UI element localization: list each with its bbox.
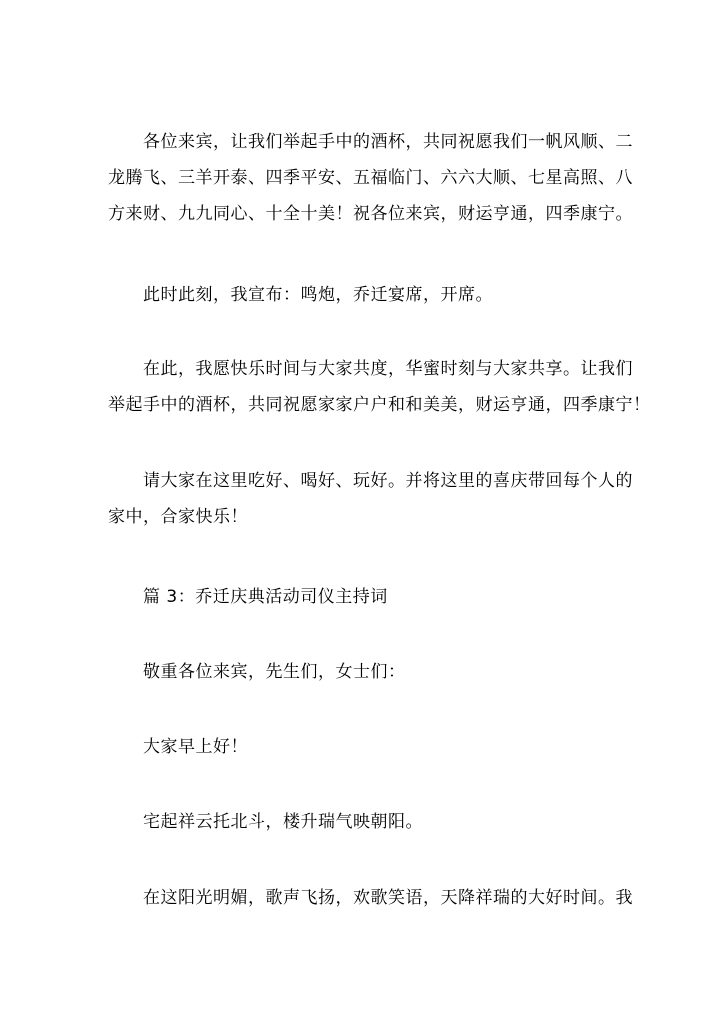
paragraph-line: 此时此刻，我宣布：鸣炮，乔迁宴席，开席。: [143, 285, 493, 305]
paragraph-line: 在这阳光明媚，歌声飞扬，欢歌笑语，天降祥瑞的大好时间。我: [143, 888, 633, 908]
paragraph-line: 敬重各位来宾，先生们，女士们：: [143, 662, 406, 682]
paragraph-line: 举起手中的酒杯，共同祝愿家家户户和和美美，财运亨通，四季康宁！: [108, 395, 651, 415]
paragraph-good-morning: [108, 729, 628, 765]
paragraph-line: 大家早上好！: [143, 737, 248, 757]
section-heading: [108, 579, 628, 615]
paragraph-line: 龙腾飞、三羊开泰、四季平安、五福临门、六六大顺、七星高照、八: [108, 168, 633, 188]
paragraph-enjoy: [108, 463, 633, 535]
paragraph-line: 在此，我愿快乐时间与大家共度，华蜜时刻与大家共享。让我们: [143, 359, 633, 379]
paragraph-line: 各位来宾，让我们举起手中的酒杯，共同祝愿我们一帆风顺、二: [143, 132, 633, 152]
paragraph-couplet: [108, 804, 628, 840]
paragraph-line: 宅起祥云托北斗，楼升瑞气映朝阳。: [143, 812, 423, 832]
paragraph-line: 请大家在这里吃好、喝好、玩好。并将这里的喜庆带回每个人的: [143, 471, 633, 491]
paragraph-toast-blessing: [108, 124, 633, 232]
section-heading-text: 篇 3：乔迁庆典活动司仪主持词: [143, 587, 388, 607]
paragraph-line: 家中，合家快乐！: [108, 507, 248, 527]
paragraph-sunny-day: [108, 880, 633, 916]
paragraph-greeting: [108, 654, 628, 690]
paragraph-line: 方来财、九九同心、十全十美！祝各位来宾，财运亨通，四季康宁。: [108, 204, 633, 224]
paragraph-announcement: [108, 277, 628, 313]
paragraph-share-joy: [108, 351, 651, 423]
